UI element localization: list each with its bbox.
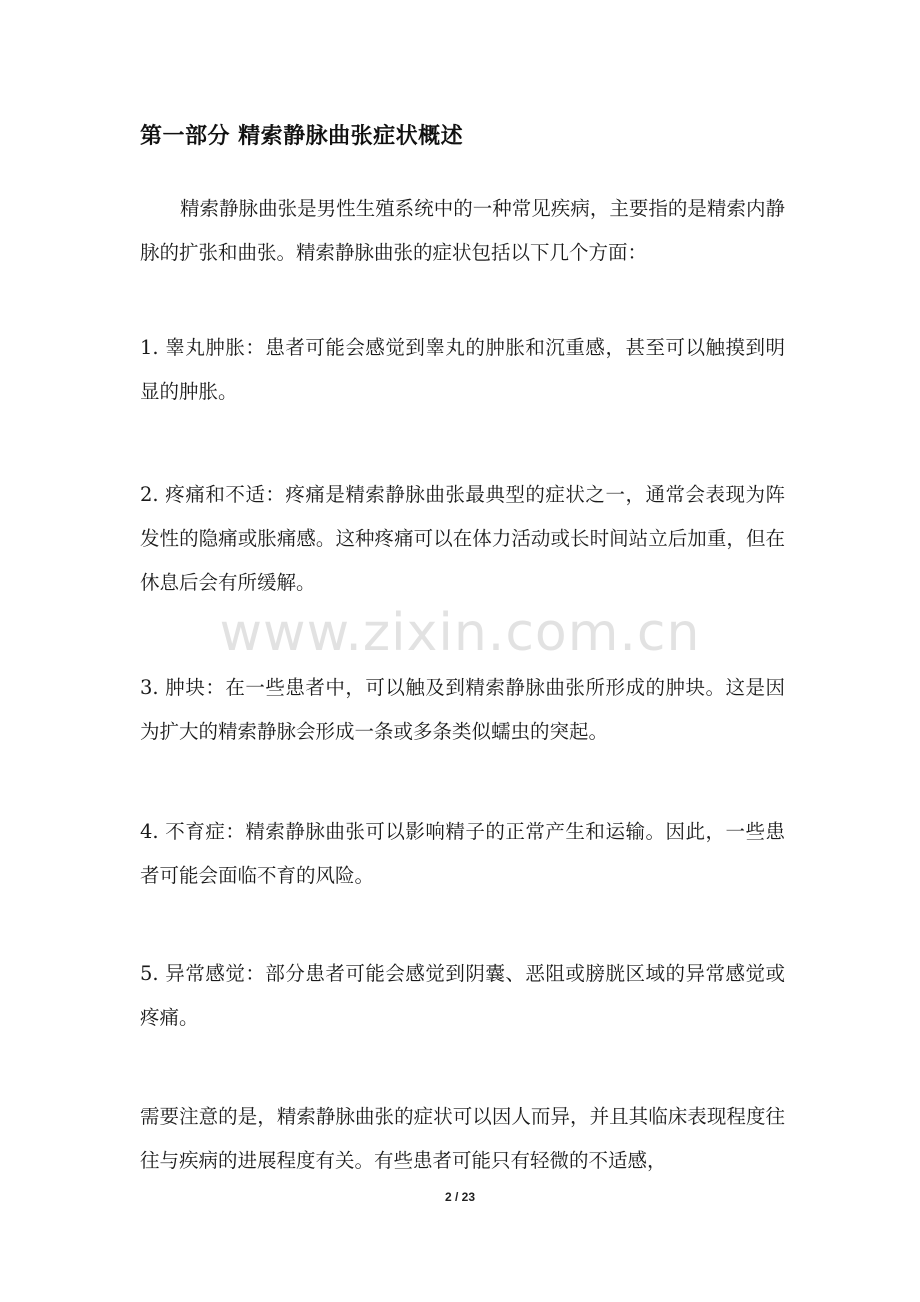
section-heading: 第一部分 精索静脉曲张症状概述 (140, 124, 464, 149)
list-item-4: 4. 不育症：精索静脉曲张可以影响精子的正常产生和运输。因此，一些患者可能会面临不育的风险。 (140, 820, 785, 887)
list-item-5: 5. 异常感觉：部分患者可能会感觉到阴囊、恶阻或膀胱区域的异常感觉或疼痛。 (140, 962, 785, 1029)
list-item-2: 2. 疼痛和不适：疼痛是精索静脉曲张最典型的症状之一，通常会表现为阵发性的隐痛或胀痛感。这种疼痛可以在体力活动或长时间站立后加重，但在休息后会有所缓解。 (140, 483, 785, 594)
list-item-3: 3. 肿块：在一些患者中，可以触及到精索静脉曲张所形成的肿块。这是因为扩大的精索静脉会形成一条或多条类似蠕虫的突起。 (140, 676, 785, 743)
list-item-1: 1. 睾丸肿胀：患者可能会感觉到睾丸的肿胀和沉重感，甚至可以触摸到明显的肿胀。 (140, 336, 785, 403)
page-number: 2 / 23 (444, 1190, 476, 1204)
closing-paragraph: 需要注意的是，精索静脉曲张的症状可以因人而异，并且其临床表现程度往往与疾病的进展程度有关。有些患者可能只有轻微的不适感， (140, 1105, 785, 1172)
intro-paragraph: 精索静脉曲张是男性生殖系统中的一种常见疾病，主要指的是精索内静脉的扩张和曲张。精索静脉曲张的症状包括以下几个方面： (140, 197, 785, 264)
watermark: www.zixin.com.cn (219, 603, 701, 663)
